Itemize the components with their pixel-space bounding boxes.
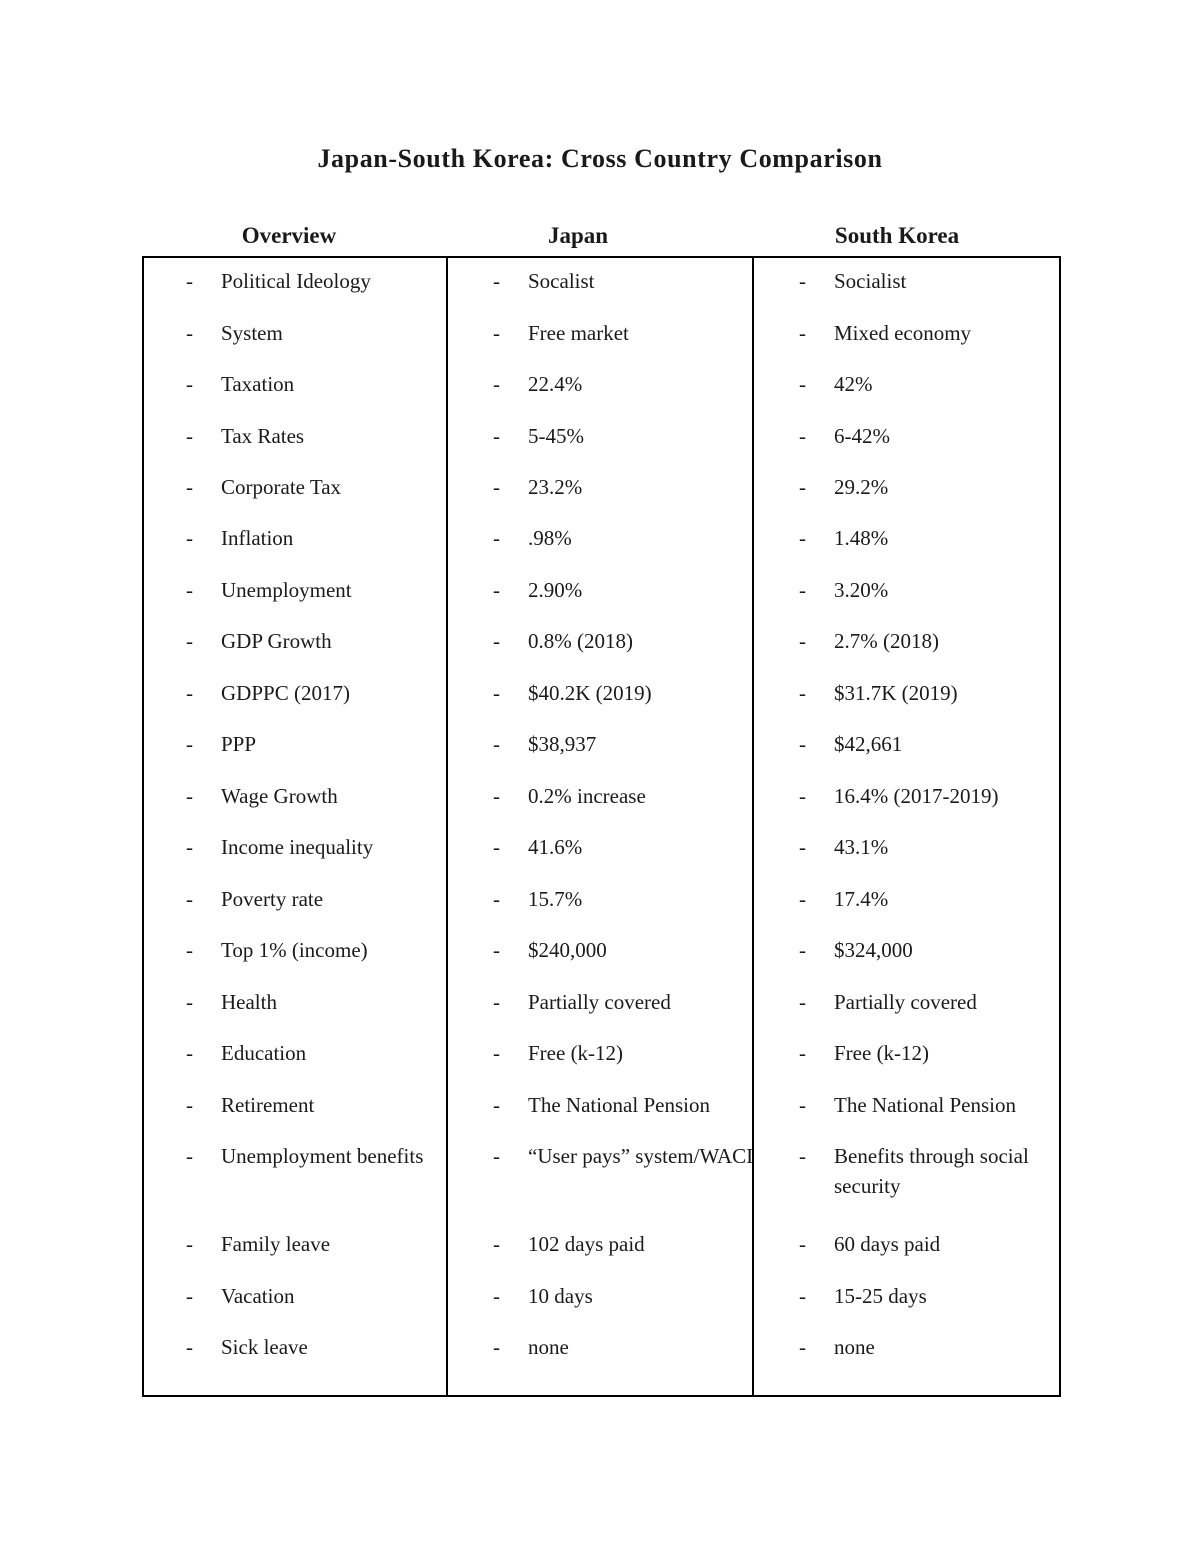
overview-item: Wage Growth <box>221 784 338 808</box>
bullet-dash: - <box>493 629 500 653</box>
south-korea-value: 43.1% <box>834 835 889 859</box>
south-korea-value: 17.4% <box>834 887 889 911</box>
japan-value: 22.4% <box>528 372 583 396</box>
japan-value: .98% <box>528 526 572 550</box>
bullet-dash: - <box>799 321 806 345</box>
bullet-dash: - <box>799 372 806 396</box>
bullet-dash: - <box>799 732 806 756</box>
bullet-dash: - <box>493 990 500 1014</box>
bullet-dash: - <box>799 1232 806 1256</box>
bullet-dash: - <box>186 578 193 602</box>
overview-item: GDPPC (2017) <box>221 681 350 705</box>
japan-value: none <box>528 1335 569 1359</box>
bullet-dash: - <box>186 1144 193 1168</box>
overview-item: Inflation <box>221 526 294 550</box>
japan-value: 2.90% <box>528 578 583 602</box>
overview-item: Education <box>221 1041 307 1065</box>
bullet-dash: - <box>186 424 193 448</box>
japan-value: Free (k-12) <box>528 1041 624 1065</box>
bullet-dash: - <box>493 1284 500 1308</box>
bullet-dash: - <box>799 887 806 911</box>
bullet-dash: - <box>493 475 500 499</box>
bullet-dash: - <box>186 784 193 808</box>
south-korea-value: 16.4% (2017-2019) <box>834 784 999 808</box>
south-korea-value: Partially covered <box>834 990 977 1014</box>
bullet-dash: - <box>493 578 500 602</box>
south-korea-value: $42,661 <box>834 732 903 756</box>
bullet-dash: - <box>186 629 193 653</box>
south-korea-value: The National Pension <box>834 1093 1016 1117</box>
bullet-dash: - <box>186 321 193 345</box>
overview-item: Unemployment <box>221 578 352 602</box>
overview-item: Political Ideology <box>221 269 371 293</box>
south-korea-value: 3.20% <box>834 578 889 602</box>
japan-value: Free market <box>528 321 629 345</box>
bullet-dash: - <box>493 372 500 396</box>
bullet-dash: - <box>799 1144 806 1168</box>
bullet-dash: - <box>493 938 500 962</box>
overview-item: Top 1% (income) <box>221 938 368 962</box>
bullet-dash: - <box>799 1041 806 1065</box>
japan-value: $38,937 <box>528 732 597 756</box>
header-south-korea: South Korea <box>834 223 960 248</box>
south-korea-value: $31.7K (2019) <box>834 681 958 705</box>
south-korea-value: 60 days paid <box>834 1232 941 1256</box>
overview-item: GDP Growth <box>221 629 332 653</box>
bullet-dash: - <box>799 1093 806 1117</box>
bullet-dash: - <box>186 475 193 499</box>
bullet-dash: - <box>493 321 500 345</box>
bullet-dash: - <box>799 681 806 705</box>
south-korea-value: 2.7% (2018) <box>834 629 939 653</box>
bullet-dash: - <box>493 269 500 293</box>
bullet-dash: - <box>186 1335 193 1359</box>
bullet-dash: - <box>186 835 193 859</box>
overview-item: Taxation <box>221 372 295 396</box>
japan-value: “User pays” system/WACI <box>528 1144 754 1168</box>
bullet-dash: - <box>799 269 806 293</box>
japan-value: 5-45% <box>528 424 584 448</box>
bullet-dash: - <box>799 629 806 653</box>
south-korea-value: Socialist <box>834 269 907 293</box>
bullet-dash: - <box>493 1093 500 1117</box>
bullet-dash: - <box>186 1284 193 1308</box>
south-korea-value: Free (k-12) <box>834 1041 930 1065</box>
japan-value: 23.2% <box>528 475 583 499</box>
bullet-dash: - <box>493 1144 500 1168</box>
japan-value: 41.6% <box>528 835 583 859</box>
overview-item: Vacation <box>221 1284 295 1308</box>
bullet-dash: - <box>493 1041 500 1065</box>
japan-value: $40.2K (2019) <box>528 681 652 705</box>
bullet-dash: - <box>493 784 500 808</box>
bullet-dash: - <box>493 526 500 550</box>
bullet-dash: - <box>186 681 193 705</box>
japan-value: 15.7% <box>528 887 583 911</box>
japan-value: 102 days paid <box>528 1232 645 1256</box>
bullet-dash: - <box>186 372 193 396</box>
overview-item: Income inequality <box>221 835 374 859</box>
bullet-dash: - <box>799 835 806 859</box>
overview-item: PPP <box>221 732 257 756</box>
bullet-dash: - <box>799 1335 806 1359</box>
japan-value: 10 days <box>528 1284 593 1308</box>
bullet-dash: - <box>186 990 193 1014</box>
bullet-dash: - <box>186 938 193 962</box>
overview-item: Tax Rates <box>221 424 305 448</box>
bullet-dash: - <box>186 269 193 293</box>
overview-item: Retirement <box>221 1093 315 1117</box>
south-korea-value: Mixed economy <box>834 321 972 345</box>
bullet-dash: - <box>493 1232 500 1256</box>
japan-value: 0.2% increase <box>528 784 646 808</box>
overview-item: Family leave <box>221 1232 331 1256</box>
overview-item: Unemployment benefits <box>221 1144 424 1168</box>
header-overview: Overview <box>241 223 337 248</box>
bullet-dash: - <box>799 1284 806 1308</box>
page-title: Japan-South Korea: Cross Country Comparison <box>317 144 883 173</box>
japan-value: Socalist <box>528 269 595 293</box>
bullet-dash: - <box>493 732 500 756</box>
bullet-dash: - <box>799 424 806 448</box>
japan-value: 0.8% (2018) <box>528 629 633 653</box>
south-korea-value: $324,000 <box>834 938 913 962</box>
japan-value: $240,000 <box>528 938 607 962</box>
bullet-dash: - <box>799 938 806 962</box>
bullet-dash: - <box>186 1232 193 1256</box>
header-japan: Japan <box>547 223 609 248</box>
overview-item: Health <box>221 990 277 1014</box>
japan-value: The National Pension <box>528 1093 710 1117</box>
bullet-dash: - <box>186 732 193 756</box>
bullet-dash: - <box>493 835 500 859</box>
bullet-dash: - <box>493 1335 500 1359</box>
bullet-dash: - <box>493 681 500 705</box>
bullet-dash: - <box>799 475 806 499</box>
overview-item: Corporate Tax <box>221 475 342 499</box>
south-korea-value: 15-25 days <box>834 1284 927 1308</box>
bullet-dash: - <box>493 424 500 448</box>
south-korea-value: Benefits through social security <box>834 1144 1029 1198</box>
japan-value: Partially covered <box>528 990 671 1014</box>
south-korea-value: 42% <box>834 372 873 396</box>
overview-item: System <box>221 321 283 345</box>
south-korea-value: 29.2% <box>834 475 889 499</box>
south-korea-value: 1.48% <box>834 526 889 550</box>
bullet-dash: - <box>186 1041 193 1065</box>
bullet-dash: - <box>186 526 193 550</box>
overview-item: Poverty rate <box>221 887 324 911</box>
bullet-dash: - <box>799 578 806 602</box>
bullet-dash: - <box>799 784 806 808</box>
bullet-dash: - <box>493 887 500 911</box>
bullet-dash: - <box>799 990 806 1014</box>
bullet-dash: - <box>799 526 806 550</box>
south-korea-value: none <box>834 1335 875 1359</box>
overview-item: Sick leave <box>221 1335 308 1359</box>
bullet-dash: - <box>186 1093 193 1117</box>
bullet-dash: - <box>186 887 193 911</box>
south-korea-value: 6-42% <box>834 424 890 448</box>
